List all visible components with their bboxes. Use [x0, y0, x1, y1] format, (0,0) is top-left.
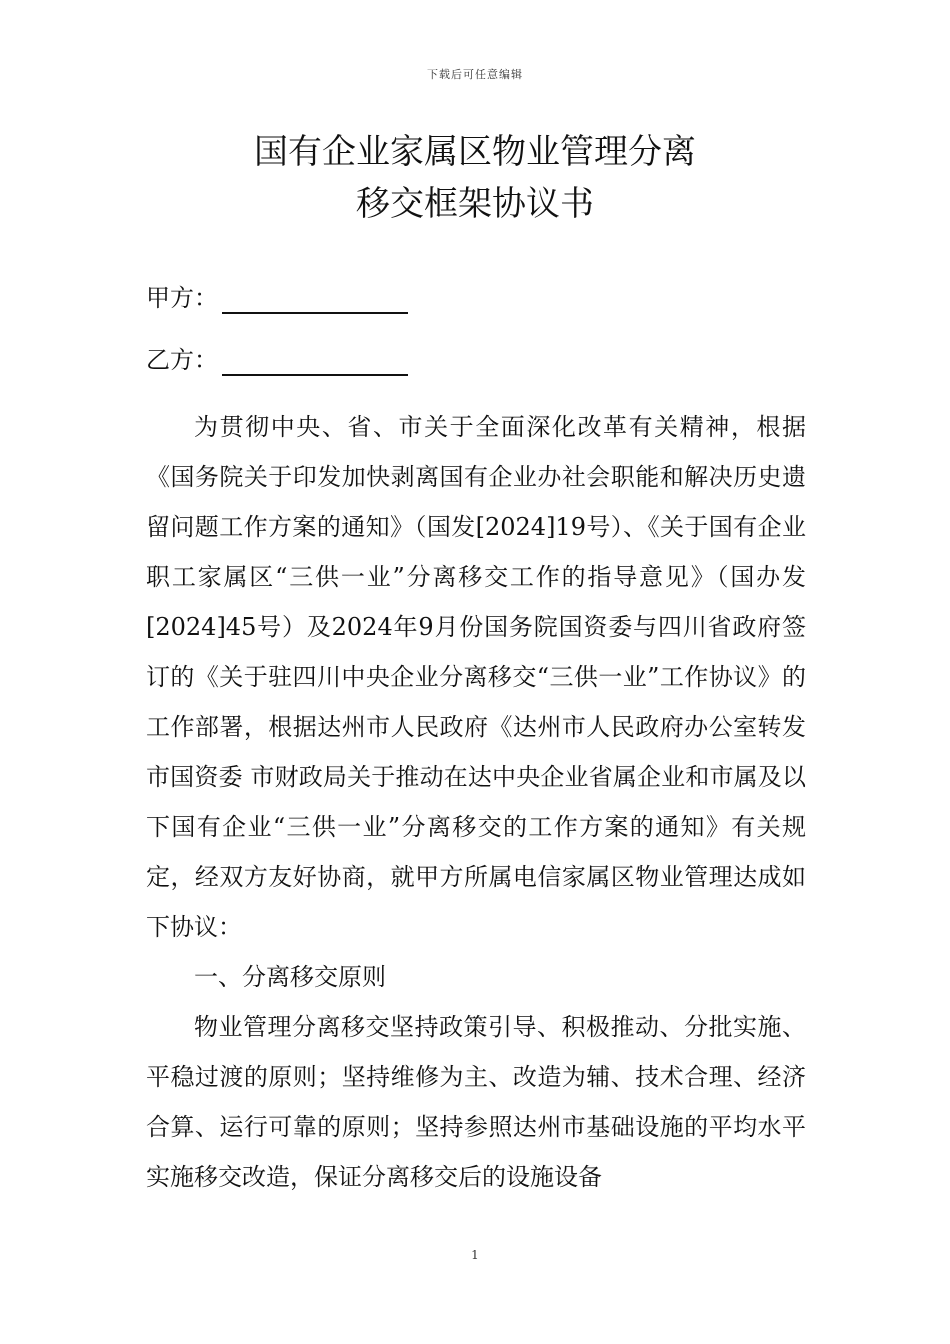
title-line-2: 移交框架协议书: [356, 184, 594, 224]
party-a-label: 甲方：: [146, 284, 218, 312]
header-note: 下载后可任意编辑: [427, 68, 523, 81]
party-b-field: [146, 344, 408, 376]
party-a-blank-line: [222, 286, 408, 314]
intro-paragraph: 为贯彻中央、省、市关于全面深化改革有关精神，根据《国务院关于印发加快剥离国有企业办社会职能和解决历史遗留问题工作方案的通知》（国发[2024]19号）、《关于国有企业职工家属区“三供一业”分离移交工作的指导意见》（国办发[2024]45号）及2024年9月份国务院国资委与四川省政府签订的《关于驻四川中央企业分离移交“三供一业”工作协议》的工作部署，根据达州市人民政府《达州市人民政府办公室转发市国资委 市财政局关于推动在达中央企业省属企业和市属及以下国有企业“三供一业”分离移交的工作方案的通知》有关规定，经双方友好协商，就甲方所属电信家属区物业管理达成如下协议：: [146, 413, 806, 941]
title-line-1: 国有企业家属区物业管理分离: [254, 132, 696, 172]
document-body: [146, 402, 806, 1202]
party-b-label: 乙方：: [146, 346, 218, 374]
principles-paragraph: 物业管理分离移交坚持政策引导、积极推动、分批实施、平稳过渡的原则；坚持维修为主、改造为辅、技术合理、经济合算、运行可靠的原则；坚持参照达州市基础设施的平均水平实施移交改造，保证分离移交后的设施设备: [146, 1013, 806, 1191]
party-b-blank-line: [222, 348, 408, 376]
page-number: 1: [471, 1248, 479, 1262]
party-a-field: [146, 282, 408, 314]
document-title: [0, 126, 950, 230]
section-heading-1: 一、分离移交原则: [194, 963, 386, 991]
